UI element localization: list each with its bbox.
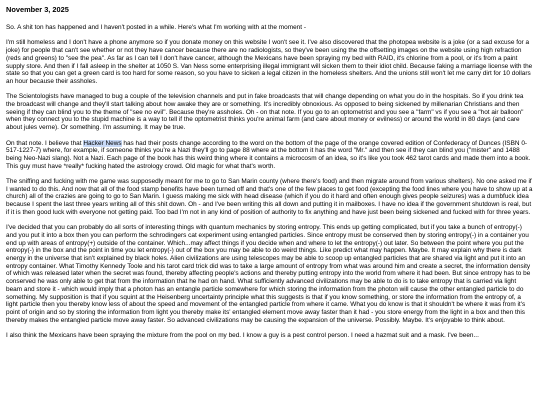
post-body — [6, 24, 534, 347]
paragraph-hacker-news-after: has had their posts change according to the word on the bottom of the page of the orange covered edition of Confederacy of Dunces (ISBN 0-517-1227-7) where, for example, if someone thinks you're a Nazi they'll go to page 88 where at the bottom it has the word "Mr." and then see if they can blind you ("mister" and 1488 being Neo-Nazi slang). Not a Nazi. Each page of the book has this weird thing where it contains a microcosm of an idea, so it's like you took 462 tarot cards and made them into a book. This guy must have *really* fucking hated the astrology crowd. Old magic for what that's worth. — [6, 139, 531, 170]
paragraph-cutoff: I also think the Mexicans have been spraying the mixture from the pool on my bed. I know a guy is a pest control person. I need a hazmat suit and a mask. I've been... — [6, 332, 479, 340]
paragraph-sniffing: The sniffing and fucking with me game was supposedly meant for me to go to San Marin county (where there's food) and then migrate around from various shelters). No one asked me if I wanted to do this. And now that all of the food stamp benefits have been turned off and that's one of the few places to get food (excepting the food lines where you have to show up at a church) all of the crazies are going to go to San Marin. I guess making me sick with head disease (which if you do it hard and often enough gives people seizures) was a dumbfuck idea because I spent the last three years writing all of this shit down. Oh - and I've been writing this all down and putting it in mailboxes. I have no idea if the government shutdown is real, but if it is then good luck with everyone not getting paid. Too bad I'm not in any kind of position of authority to fix anything and have just been being sickened and fucked with for three years. — [6, 178, 533, 216]
paragraph-scientologists: The Scientologists have managed to bug a couple of the television channels and put in fake broadcasts that will change depending on what you do in the hospitals. So if you drink tea the broadcast will change and they'll start talking about how awake they are or something. It's incredibly obnoxious. As opposed to being sickened by millenarian Christians and then seeing if they can blind you to the theme of "see no evil". Because they're assholes. Oh - on that note. If you go to an optometrist and you see a "farm" vs if you see a "hot air balloon" when they connect you to the stupid machine is a way to tell if the optometrist thinks you're animal farm (and care about money or evilness) or around the world in 80 days (and care about jules verne). Or something. I'm assuming. It may be true. — [6, 93, 524, 132]
paragraph-hacker-news — [6, 140, 534, 171]
highlighted-text[interactable]: Hacker News — [83, 139, 122, 147]
paragraph-homeless: I'm still homeless and I don't have a phone anymore so if you donate money on this website I won't see it. I've also discovered that the photopea website is a joke (or a sad excuse for a joke) for people that can't see whether or not they have cancer because there are no radiologists, so they've been using the the offsetting images on the website using high refraction (reds and greens) to "see the pea". As far as I can tell I don't have cancer, although the Mexicans have been spraying my bed with RAID, it's chlorine from a pool, or it's from a paint supply store. And then if I fall asleep in the shelter at 1050 S. Van Ness some enterprising illegal immigrant will sicken them to their idiot child. Because faking a marriage license with the state so that you can get a green card is too hard for some reason, so you have to sicken a legal citizen in the homeless shelters. And the unions still won't let me carry dirt for 10 dollars an hour because their assholes. — [6, 39, 533, 85]
paragraph-quantum: I've decided that you can probably do all sorts of interesting things with quantum mechanics by storing entropy. This ends up getting complicated, but if you take a bunch of entropy(-) and you put it into a box then you can perform the schrodingers cat experiment using entangled particles. Since entropy must be conserved then by storing entropy(-) in a container you end up with areas of entropy(+) outside of the container. Which...may affect things if you decide when and where to let the entropy(-) out later. So between the point where you put the entropy(-) in the box and the point in time you let entropy(-) out of the box you may be able to do weird things. Like predict what may happen. Maybe. It may explain why there is dark energy in the universe that isn't explained by black holes. Alien civilizations are using telescopes may be able to scoop up entangled particles that are shared via light and put it into an entropy container. What Timothy Kennedy Toole and his tarot card trick did was to take a large amount of entropy from what was around him and create a secret, the information density of which was released later when the secret was found, thereby affecting people's actions and thereby putting entropy into the world from where it had been. But since entropy has to be conserved he was only able to get that from the information that he had on hand. What sufficiently advanced civilizations may be able to do is to take entropy that is carried via light beam and store it - which would imply that a photon has an entangle particle somewhere for which storing the information from the photon will cause the other entangled particle to do something. My supposition is that if you squint at the Heisenberg uncertainty principle what this suggests is that if you know something, or store the information from the entropy of, a light particle then you thereby know less of about the speed and movement of the entangled particle from where it came. What you do know is that it shouldn't be where it was from it's point of origin and so by storing the information from light you thereby make its' entangled element move away faster than it had - you store energy from the light in a box and then this thereby makes the entangled particle move away faster. So advanced civilizations may be causing the expansion of the universe. Possibly. Maybe. It's enjoyable to think about. — [6, 224, 531, 324]
paragraph-intro: So. A shit ton has happened and I haven't posted in a while. Here's what I'm working with at the moment - — [6, 24, 306, 31]
post-date: November 3, 2025 — [6, 5, 69, 14]
paragraph-hacker-news-before: On that note. I believe that — [6, 139, 84, 147]
